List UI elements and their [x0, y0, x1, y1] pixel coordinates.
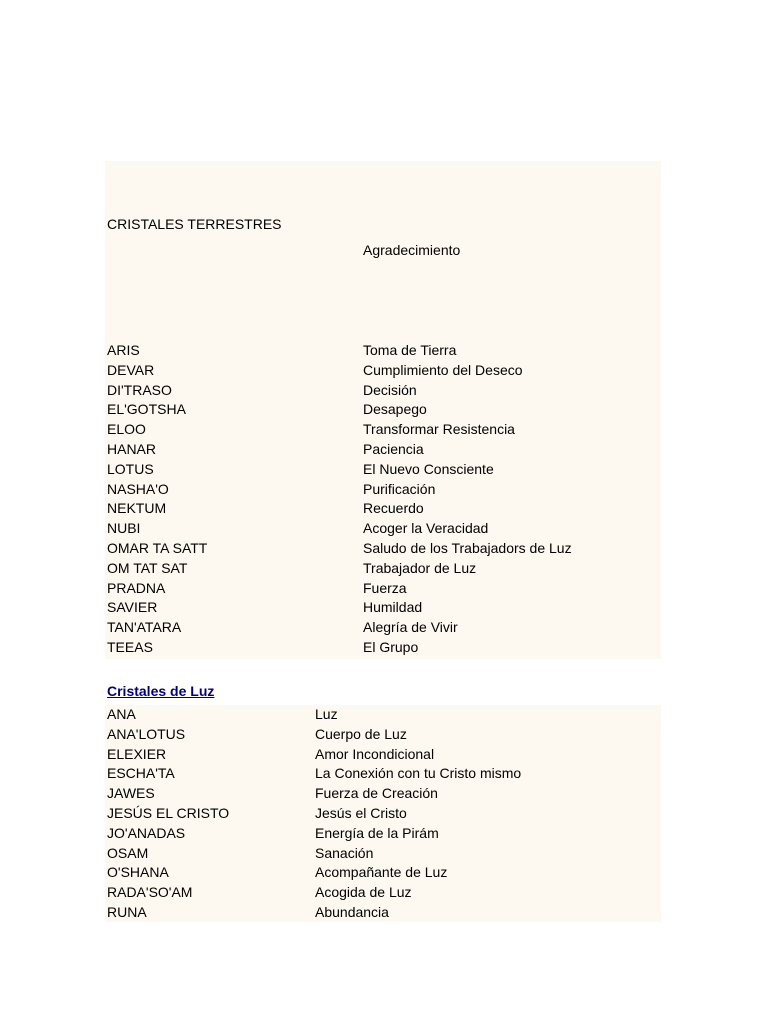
crystal-meaning: Jesús el Cristo	[315, 805, 407, 821]
table-row	[105, 784, 661, 804]
crystal-name: RADA'SO'AM	[107, 884, 193, 901]
table-row	[105, 519, 661, 539]
table-row	[105, 725, 661, 745]
crystal-meaning: Energía de la Pirám	[315, 824, 439, 841]
table-row	[105, 420, 661, 440]
table-row	[105, 400, 661, 420]
crystal-name: NASHA'O	[107, 480, 169, 497]
terrestrial-crystals-panel	[105, 161, 661, 659]
crystal-meaning: Desapego	[363, 401, 427, 418]
crystal-name: TAN'ATARA	[107, 619, 182, 636]
crystal-meaning: El Nuevo Consciente	[363, 460, 494, 477]
crystal-meaning: Purificación	[363, 480, 436, 497]
crystal-meaning: Cuerpo de Luz	[315, 725, 407, 742]
table-row	[105, 539, 661, 559]
crystal-meaning: Recuerdo	[363, 500, 424, 517]
crystal-meaning: Alegría de Vivir	[363, 619, 458, 636]
crystal-meaning: Fuerza de Creación	[315, 785, 438, 802]
column-header-agradecimiento: Agradecimiento	[363, 242, 461, 258]
crystal-name: SAVIER	[107, 599, 158, 616]
crystal-name: HANAR	[107, 441, 157, 457]
crystal-name: ARIS	[107, 342, 140, 358]
crystal-meaning: Paciencia	[363, 441, 424, 457]
crystal-meaning: La Conexión con tu Cristo mismo	[315, 765, 522, 782]
crystal-name: NEKTUM	[107, 500, 167, 517]
crystal-meaning: Acogida de Luz	[315, 884, 412, 901]
section-title-terrestres: CRISTALES TERRESTRES	[107, 216, 282, 232]
crystal-name: RUNA	[107, 904, 147, 920]
table-row	[105, 764, 661, 784]
crystal-meaning: Cumplimiento del Deseco	[363, 361, 523, 378]
crystal-name: DI'TRASO	[107, 381, 172, 398]
table-row	[105, 863, 661, 883]
table-row	[105, 361, 661, 381]
light-crystals-panel	[105, 705, 661, 922]
crystal-name: EL'GOTSHA	[107, 401, 186, 418]
table-row	[105, 883, 661, 903]
crystal-meaning: El Grupo	[363, 639, 419, 655]
table-row	[105, 618, 661, 638]
crystal-name: PRADNA	[107, 579, 166, 596]
crystal-name: O'SHANA	[107, 864, 169, 881]
table-row	[105, 804, 661, 824]
table-row	[105, 824, 661, 844]
table-row	[105, 499, 661, 519]
crystal-name: ANA'LOTUS	[107, 725, 186, 742]
table-row	[105, 559, 661, 579]
crystal-meaning: Decisión	[363, 381, 417, 398]
crystal-meaning: Acoger la Veracidad	[363, 520, 489, 537]
table-row	[105, 381, 661, 401]
crystal-name: ELEXIER	[107, 745, 167, 762]
table-row	[105, 579, 661, 599]
crystal-name: NUBI	[107, 520, 141, 537]
crystal-name: JAWES	[107, 785, 155, 802]
table-row	[105, 638, 661, 658]
table-row	[105, 745, 661, 765]
crystal-meaning: Amor Incondicional	[315, 745, 435, 762]
table-row	[105, 598, 661, 618]
table-row	[105, 903, 661, 923]
table-row	[105, 460, 661, 480]
crystal-name: OM TAT SAT	[107, 559, 188, 576]
crystal-name: JO'ANADAS	[107, 824, 186, 841]
crystal-name: TEEAS	[107, 639, 153, 655]
table-row	[105, 341, 661, 361]
light-crystals-link[interactable]: Cristales de Luz	[107, 683, 215, 699]
crystal-meaning: Saludo de los Trabajadors de Luz	[363, 540, 572, 556]
crystal-name: JESÚS EL CRISTO	[107, 805, 230, 821]
table-row	[105, 844, 661, 864]
table-row	[105, 705, 661, 725]
table-row	[105, 480, 661, 500]
crystal-meaning: Acompañante de Luz	[315, 864, 448, 881]
crystal-meaning: Toma de Tierra	[363, 342, 457, 358]
crystal-meaning: Transformar Resistencia	[363, 421, 515, 438]
crystal-name: OSAM	[107, 844, 149, 861]
crystal-meaning: Luz	[315, 706, 338, 722]
crystal-name: DEVAR	[107, 361, 155, 378]
crystal-name: ANA	[107, 706, 136, 722]
crystal-name: LOTUS	[107, 460, 154, 477]
crystal-meaning: Trabajador de Luz	[363, 559, 477, 576]
crystal-meaning: Sanación	[315, 844, 374, 861]
crystal-meaning: Fuerza	[363, 579, 407, 596]
crystal-meaning: Abundancia	[315, 904, 389, 920]
crystal-name: ELOO	[107, 421, 146, 438]
crystal-meaning: Humildad	[363, 599, 423, 616]
crystal-name: ESCHA'TA	[107, 765, 175, 782]
table-row	[105, 440, 661, 460]
crystal-name: OMAR TA SATT	[107, 540, 208, 556]
